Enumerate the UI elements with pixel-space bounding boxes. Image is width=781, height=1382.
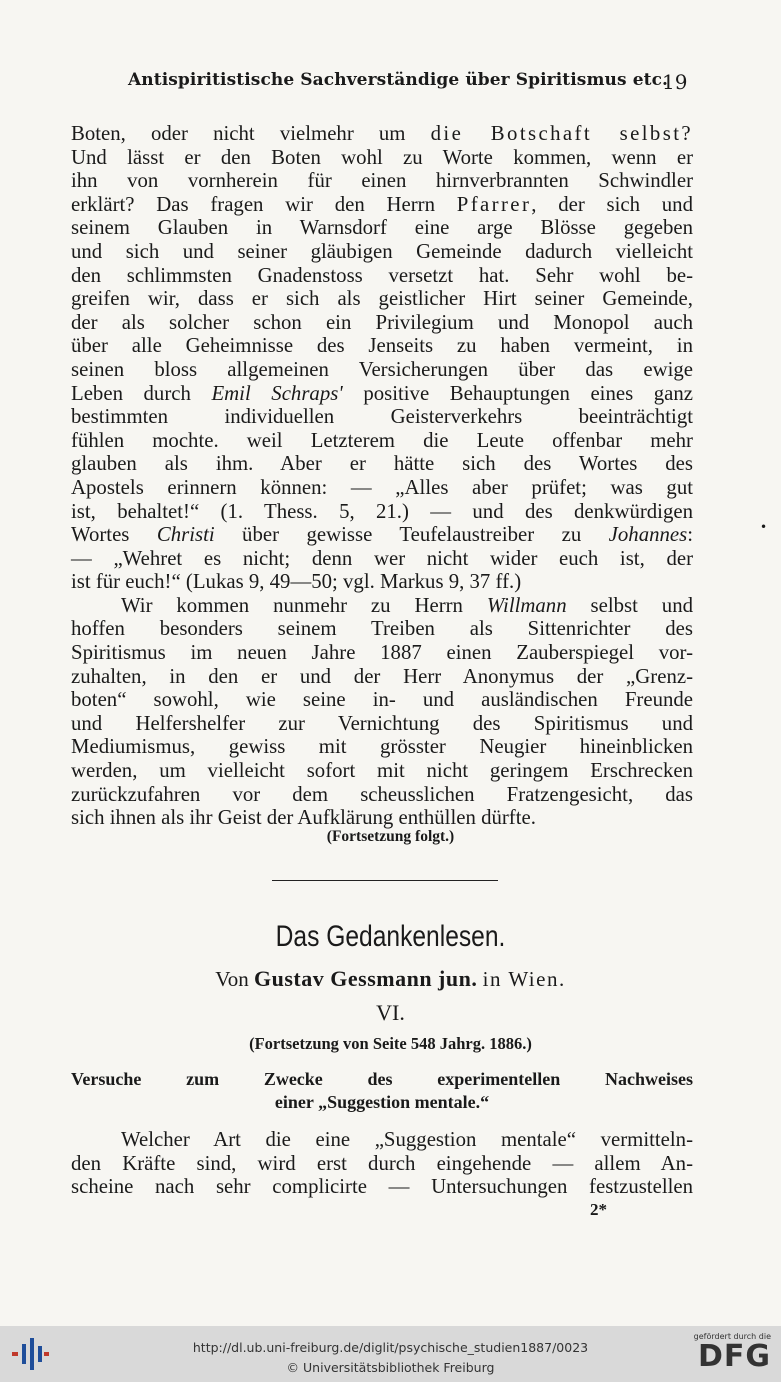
text-line [71,641,693,665]
copyright-notice: © Universitätsbibliothek Freiburg [286,1360,495,1375]
text-fragment: Und lässt er den Boten wohl zu Worte kommen, wenn er [71,145,693,169]
text-line [71,1152,693,1176]
text-line [71,500,693,524]
text-line [71,334,693,358]
text-fragment: und sich und seiner gläubigen Gemeinde dadurch vielleicht [71,239,693,263]
text-line [71,264,693,288]
text-fragment: boten“ sowohl, wie seine in- und ausländischen Freunde [71,688,693,712]
text-fragment: Apostels erinnern können: — „Alles aber prüfet; was gut [71,475,693,499]
text-line [71,1128,693,1152]
text-line [71,382,693,406]
text-fragment: Welcher Art die eine „Suggestion mentale“ vermitteln- [121,1128,693,1151]
byline-prefix: Von [215,967,249,991]
dfg-badge [691,1332,771,1378]
text-fragment: der als solcher schon ein Privilegium und Monopol auch [71,310,693,334]
text-line [71,122,693,146]
text-line [71,523,693,547]
text-line [71,429,693,453]
text-line [71,735,693,759]
text-line [71,216,693,240]
paragraph-3-lines [71,1128,693,1199]
text-fragment: glauben als ihm. Aber er hätte sich des Wortes des [71,452,693,476]
text-fragment: den schlimmsten Gnadenstoss versetzt hat. Sehr wohl be- [71,263,693,287]
text-fragment: sich ihnen als ihr Geist der Aufklärung enthüllen dürfte. [71,806,536,830]
text-fragment: zuhalten, in den er und der Herr Anonymus der „Grenz- [71,664,693,688]
text-fragment: seinem Glauben in Warnsdorf eine arge Blösse gegeben [71,216,693,240]
text-fragment: fühlen mochte. weil Letzterem die Leute offenbar mehr [71,428,693,452]
text-line [71,358,693,382]
signature-mark: 2* [590,1200,607,1219]
paragraph-3 [71,1128,693,1199]
paragraph-1-lines [71,122,693,594]
text-line [71,570,693,594]
text-fragment: die Botschaft selbst? [430,122,694,145]
text-fragment: Boten, oder nicht vielmehr um [71,122,431,145]
text-fragment: seinen bloss allgemeinen Versicherungen über das ewige [71,357,693,381]
text-line [71,452,693,476]
text-fragment: greifen wir, dass er sich als geistlicher Hirt seiner Gemeinde, [71,287,693,311]
text-line [71,594,693,618]
text-fragment: Johannes [608,523,688,547]
text-fragment: ist, behaltet!“ (1. Thess. 5, 21.) — und des denkwürdigen [71,499,693,523]
text-fragment: bestimmten individuellen Geisterverkehrs beeinträchtigt [71,405,693,429]
text-fragment: Willmann [486,593,567,617]
text-line [71,405,693,429]
margin-mark: • [760,520,768,534]
text-fragment: über alle Geheimnisse des Jenseits zu haben vermeint, in [71,334,693,358]
text-fragment: — „Wehret es nicht; denn wer nicht wider euch ist, der [71,546,693,570]
text-fragment: Spiritismus im neuen Jahre 1887 einen Zauberspiegel vor- [71,641,693,665]
text-fragment: erklärt? Das fragen wir den Herrn [71,192,457,216]
dfg-caption: gefördert durch die [693,1332,771,1341]
text-line [71,169,693,193]
text-fragment: positive Behauptungen eines ganz [342,381,693,405]
subheading [71,1068,693,1114]
byline-place: in Wien. [482,967,566,991]
continued-from-note: (Fortsetzung von Seite 548 Jahrg. 1886.) [249,1034,532,1053]
text-fragment: Christi [156,523,215,547]
text-line [71,806,693,830]
text-line [71,193,693,217]
subheading-line-1: Versuche zum Zwecke des experimentellen Nachweises [71,1069,693,1089]
paragraph-1 [71,122,693,830]
text-fragment: ist für euch!“ (Lukas 9, 49—50; vgl. Markus 9, 37 ff.) [71,570,522,594]
text-line [71,547,693,571]
text-fragment: Leben durch [71,381,212,405]
article-title: Das Gedankenlesen. [275,920,506,953]
text-line [71,146,693,170]
text-line [71,311,693,335]
text-fragment: über gewisse Teufelaustreiber zu [214,523,609,547]
source-url-link[interactable]: http://dl.ub.uni-freiburg.de/diglit/psychische_studien1887/0023 [192,1340,589,1355]
text-fragment: den Kräfte sind, wird erst durch eingehende — allem An- [71,1151,693,1175]
text-fragment: Mediumismus, gewiss mit grösster Neugier hineinblicken [71,735,693,759]
text-fragment: selbst und [566,593,693,617]
page-number: 19 [662,70,688,94]
author-name: Gustav Gessmann jun. [254,966,478,991]
text-fragment: zurückzufahren vor dem scheusslichen Fratzengesicht, das [71,782,693,806]
text-line [71,688,693,712]
dfg-logo: DFG [697,1339,771,1374]
continuation-note: (Fortsetzung folgt.) [326,828,455,845]
text-line [71,1175,693,1199]
text-fragment: ihn von vornherein für einen hirnverbrannten Schwindler [71,169,693,193]
text-fragment: Wir kommen nunmehr zu Herrn [121,593,487,617]
text-line [71,712,693,736]
text-line [71,783,693,807]
section-numeral: VI. [376,1000,405,1025]
text-line [71,759,693,783]
text-fragment: hoffen besonders seinem Treiben als Sittenrichter des [71,617,693,641]
text-line [71,476,693,500]
text-line [71,240,693,264]
text-fragment: Wortes [71,523,157,547]
text-line [71,665,693,689]
section-divider [272,880,498,881]
text-fragment: werden, um vielleicht sofort mit nicht geringem Erschrecken [71,759,693,783]
byline [0,966,781,992]
text-fragment: scheine nach sehr complicirte — Untersuchungen festzustellen [71,1175,693,1199]
paragraph-2-lines [71,594,693,830]
text-line [71,287,693,311]
text-line [71,617,693,641]
text-fragment: , der sich und [531,192,693,216]
text-fragment: und Helfershelfer zur Vernichtung des Spiritismus und [71,711,693,735]
text-fragment: Pfarrer [456,192,532,216]
footer-bar [0,1326,781,1382]
text-fragment: Emil Schraps' [211,381,343,405]
running-title: Antispiritistische Sachverständige über Spiritismus etc. [128,70,669,90]
subheading-line-2: einer „Suggestion mentale.“ [274,1092,490,1112]
text-fragment: : [687,523,693,547]
